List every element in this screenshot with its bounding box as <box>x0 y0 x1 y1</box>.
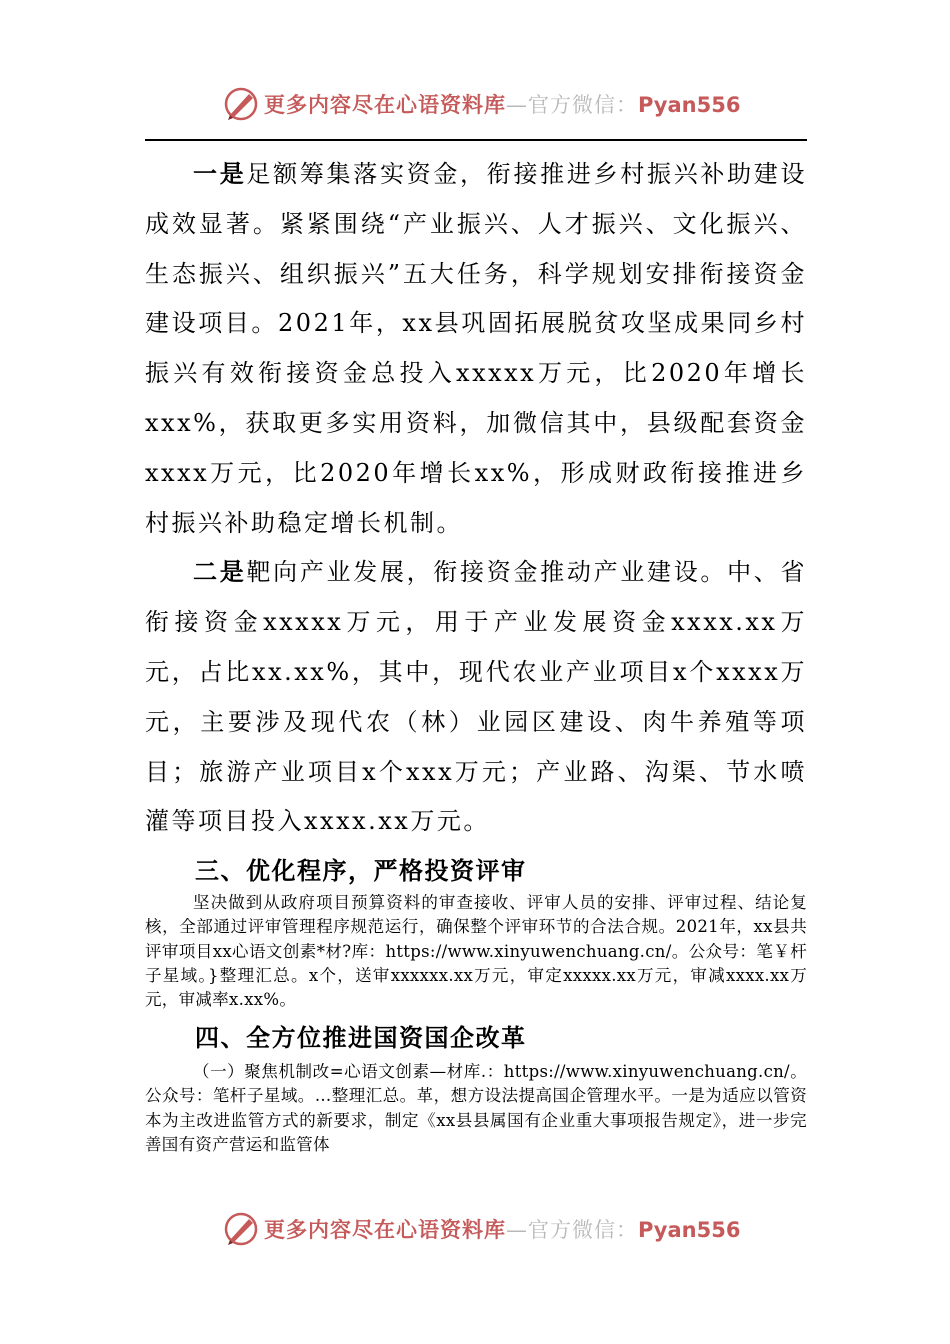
watermark-wechat-id: Pyan556 <box>638 1218 741 1242</box>
watermark-official: —官方微信： <box>506 1218 638 1242</box>
header-watermark <box>222 84 740 124</box>
paragraph-2 <box>145 548 807 847</box>
section-heading-4: 四、全方位推进国资国企改革 <box>195 1024 527 1053</box>
pen-logo-icon <box>222 1210 260 1248</box>
document-body <box>145 150 807 1157</box>
paragraph-3: 坚决做到从政府项目预算资料的审查接收、评审人员的安排、评审过程、结论复核，全部通过评审管理程序规范运行，确保整个评审环节的合法合规。2021年，xx县共评审项目xx心语文创素*材?库：https://www.xinyuwenchuang.cn/。公众号：笔￥杆子星域。}整理汇总。x个，送审xxxxxx.xx万元，审定xxxxx.xx万元，审减xxxx.xx万元，审减率x.xx%。 <box>145 893 807 1009</box>
paragraph-1-lead: 一是 <box>193 160 247 188</box>
watermark-text <box>264 1214 740 1244</box>
watermark-official: —官方微信： <box>506 93 638 117</box>
watermark-wechat-id: Pyan556 <box>638 93 741 117</box>
header-rule <box>145 139 807 141</box>
paragraph-1-text: 足额筹集落实资金，衔接推进乡村振兴补助建设成效显著。紧紧围绕“产业振兴、人才振兴、文化振兴、生态振兴、组织振兴”五大任务，科学规划安排衔接资金建设项目。2021年，xx县巩固拓展脱贫攻坚成果同乡村振兴有效衔接资金总投入xxxxx万元，比2020年增长xxx%，获取更多实用资料，加微信其中，县级配套资金xxxx万元，比2020年增长xx%，形成财政衔接推进乡村振兴补助稳定增长机制。 <box>145 160 808 537</box>
watermark-text <box>264 89 740 119</box>
section-heading-3: 三、优化程序，严格投资评审 <box>195 857 527 886</box>
paragraph-2-lead: 二是 <box>193 558 247 587</box>
watermark-brand: 更多内容尽在心语资料库 <box>264 93 506 117</box>
pen-logo-icon <box>222 85 260 123</box>
paragraph-4: （一）聚焦机制改=心语文创素—材库.：https://www.xinyuwenchuang.cn/。公众号：笔杆子星域。…整理汇总。革，想方设法提高国企管理水平。一是为适应以管资本为主改进监管方式的新要求，制定《xx县县属国有企业重大事项报告规定》，进一步完善国有资产营运和监管体 <box>145 1062 807 1154</box>
paragraph-2-text: 靶向产业发展，衔接资金推动产业建设。中、省衔接资金xxxxx万元，用于产业发展资金xxxx.xx万元，占比xx.xx%，其中，现代农业产业项目x个xxxx万元，主要涉及现代农（林）业园区建设、肉牛养殖等项目；旅游产业项目x个xxx万元；产业路、沟渠、节水喷灌等项目投入xxxx.xx万元。 <box>145 558 808 836</box>
watermark-brand: 更多内容尽在心语资料库 <box>264 1218 506 1242</box>
paragraph-1 <box>145 150 807 548</box>
footer-watermark <box>222 1209 740 1249</box>
